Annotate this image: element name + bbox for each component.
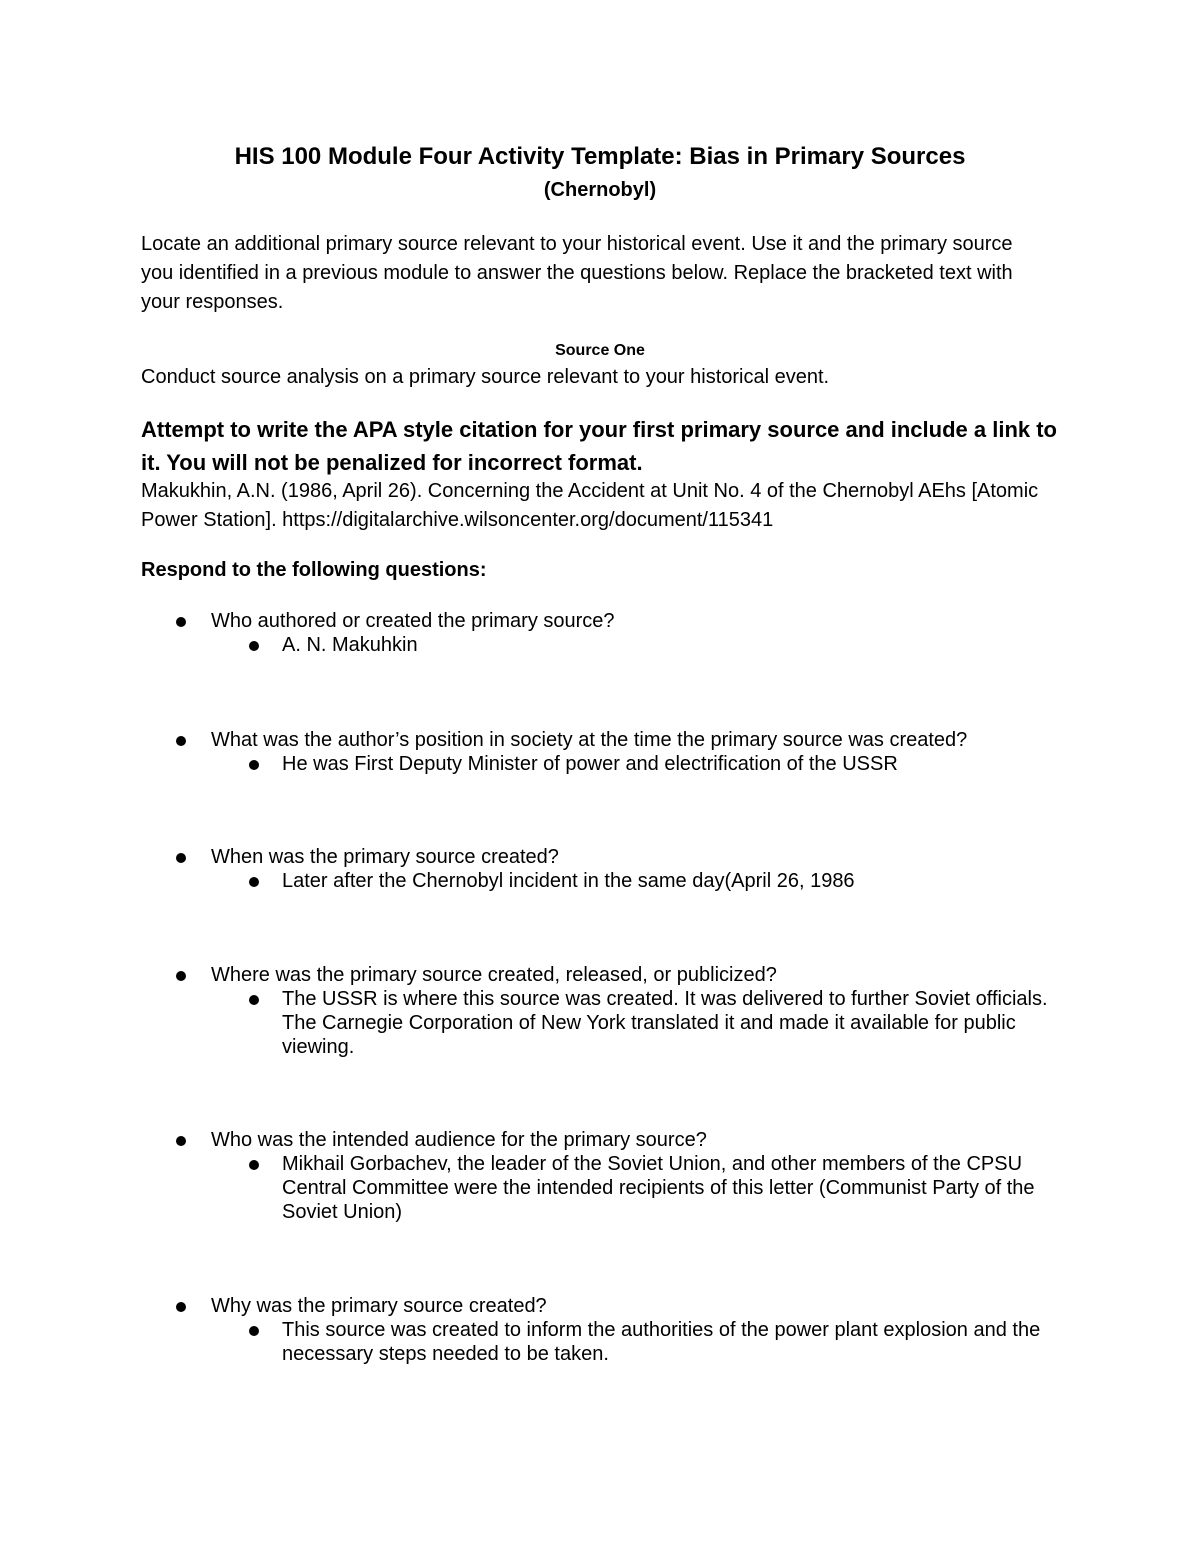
question-6: Why was the primary source created?	[211, 1295, 547, 1317]
question-1: Who authored or created the primary source?	[211, 610, 615, 632]
bullet-icon	[176, 1136, 186, 1146]
instructions-paragraph: Locate an additional primary source relevant to your historical event. Use it and the primary source you identified in a previous module to answer the questions below. Replace the bracketed text with your responses.	[141, 233, 1013, 313]
document-title: HIS 100 Module Four Activity Template: Bias in Primary Sources	[234, 143, 966, 170]
answer-4: The USSR is where this source was created. It was delivered to further Soviet officials. The Carnegie Corporation of New York translated it and made it available for public viewing.	[282, 988, 1048, 1058]
answer-1: A. N. Makuhkin	[282, 634, 418, 656]
citation-text: Makukhin, A.N. (1986, April 26). Concerning the Accident at Unit No. 4 of the Chernobyl AEhs [Atomic Power Station]. https://digitalarchive.wilsoncenter.org/document/115341	[141, 480, 1039, 531]
bullet-icon	[176, 736, 186, 746]
bullet-icon	[249, 877, 259, 887]
answer-6: This source was created to inform the authorities of the power plant explosion and the necessary steps needed to be taken.	[282, 1319, 1041, 1365]
source-description: Conduct source analysis on a primary source relevant to your historical event.	[141, 366, 830, 388]
bullet-icon	[176, 1302, 186, 1312]
answer-5: Mikhail Gorbachev, the leader of the Soviet Union, and other members of the CPSU Central Committee were the intended recipients of this letter (Communist Party of the Soviet Union)	[282, 1153, 1035, 1223]
bullet-icon	[249, 1326, 259, 1336]
bullet-icon	[176, 853, 186, 863]
source-heading: Source One	[555, 342, 645, 359]
bullet-icon	[249, 641, 259, 651]
respond-heading: Respond to the following questions:	[141, 559, 487, 581]
question-5: Who was the intended audience for the primary source?	[211, 1129, 707, 1151]
answer-2: He was First Deputy Minister of power and electrification of the USSR	[282, 753, 898, 775]
question-3: When was the primary source created?	[211, 846, 559, 868]
bullet-icon	[176, 971, 186, 981]
bullet-icon	[249, 995, 259, 1005]
bullet-icon	[249, 760, 259, 770]
question-4: Where was the primary source created, released, or publicized?	[211, 964, 777, 986]
question-2: What was the author’s position in society at the time the primary source was created?	[211, 729, 968, 751]
bullet-icon	[249, 1160, 259, 1170]
bullet-icon	[176, 617, 186, 627]
citation-prompt: Attempt to write the APA style citation for your first primary source and include a link to it. You will not be penalized for incorrect format.	[141, 417, 1057, 475]
document-subtitle: (Chernobyl)	[543, 179, 657, 201]
answer-3: Later after the Chernobyl incident in the same day(April 26, 1986	[282, 870, 855, 892]
